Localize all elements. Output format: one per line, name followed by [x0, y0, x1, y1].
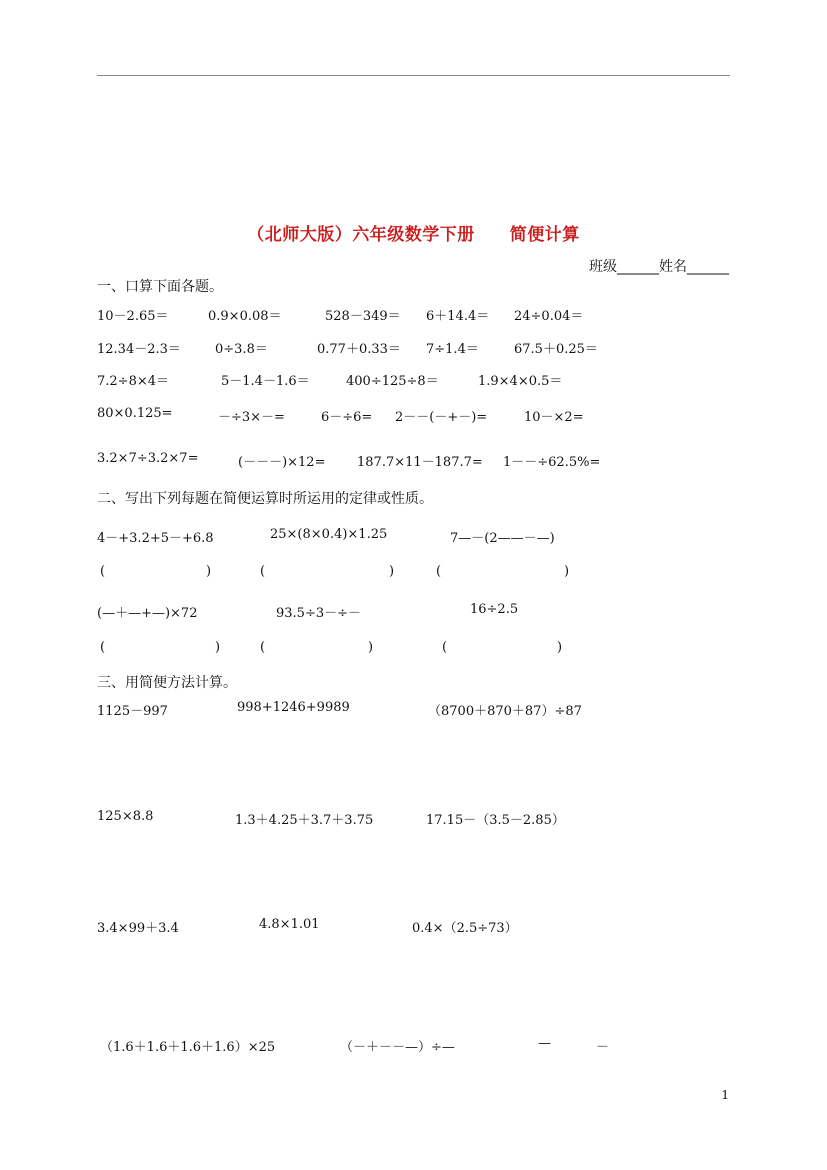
s3-problem: — — [538, 1036, 551, 1051]
s3-problem: 3.4×99＋3.4 — [97, 921, 179, 936]
s1-item: 10－×2= — [524, 410, 584, 425]
s1-item: 0÷3.8＝ — [215, 342, 268, 357]
s1-item: 528－349＝ — [325, 309, 401, 324]
section3-heading: 三、用简便方法计算。 — [97, 675, 237, 691]
section2-heading: 二、写出下列每题在简便运算时所运用的定律或性质。 — [97, 491, 433, 507]
answer-paren-open: ( — [100, 640, 106, 655]
answer-paren-close: ) — [557, 640, 563, 655]
s1-item: 1－－÷62.5%= — [503, 455, 601, 470]
page-number: 1 — [721, 1088, 729, 1102]
s1-item: －÷3×－= — [218, 410, 285, 425]
s1-item: 2－－(－+－)= — [395, 410, 488, 425]
answer-paren-open: ( — [260, 640, 266, 655]
s3-problem: 1.3＋4.25＋3.7＋3.75 — [235, 813, 374, 828]
header-rule — [97, 75, 730, 76]
answer-paren-open: ( — [260, 564, 266, 579]
s1-item: 7÷1.4＝ — [426, 342, 479, 357]
s3-problem: 17.15－（3.5－2.85） — [426, 813, 565, 828]
s1-item: 0.9×0.08＝ — [208, 309, 282, 324]
section1-heading: 一、口算下面各题。 — [97, 279, 223, 295]
s1-item: 6－÷6= — [321, 410, 373, 425]
s3-problem: （1.6＋1.6＋1.6＋1.6）×25 — [100, 1040, 276, 1055]
s1-item: 1.9×4×0.5＝ — [478, 374, 563, 389]
s2-expression: (—＋—+—)×72 — [97, 606, 198, 621]
answer-paren-open: ( — [442, 640, 448, 655]
s3-problem: － — [596, 1040, 610, 1055]
answer-paren-open: ( — [436, 564, 442, 579]
s1-item: (－－－)×12= — [238, 455, 326, 470]
s1-item: 5－1.4－1.6＝ — [221, 374, 310, 389]
s2-expression: 93.5÷3－÷－ — [276, 606, 362, 621]
s3-problem: 0.4×（2.5÷73） — [412, 921, 518, 936]
answer-paren-open: ( — [100, 564, 106, 579]
s2-expression: 16÷2.5 — [470, 602, 519, 617]
s3-problem: 1125－997 — [97, 704, 168, 719]
s2-expression: 7—－(2——－—) — [450, 531, 555, 546]
s1-item: 10－2.65＝ — [97, 309, 169, 324]
s1-item: 7.2÷8×4＝ — [97, 374, 170, 389]
s3-problem: （－＋－－—）÷— — [340, 1040, 455, 1055]
s3-problem: （8700＋870＋87）÷87 — [428, 704, 582, 719]
s1-item: 6＋14.4＝ — [426, 309, 490, 324]
s2-expression: 4－+3.2+5－+6.8 — [97, 531, 214, 546]
answer-paren-close: ) — [215, 640, 221, 655]
s1-item: 67.5＋0.25＝ — [514, 342, 598, 357]
answer-paren-close: ) — [389, 564, 395, 579]
s1-item: 400÷125÷8＝ — [346, 374, 439, 389]
s2-expression: 25×(8×0.4)×1.25 — [270, 527, 388, 542]
s1-item: 3.2×7÷3.2×7= — [97, 451, 199, 466]
s1-item: 0.77＋0.33＝ — [317, 342, 401, 357]
s1-item: 12.34－2.3＝ — [97, 342, 181, 357]
class-name-line: 班级______姓名______ — [589, 259, 729, 275]
s1-item: 24÷0.04＝ — [514, 309, 584, 324]
s3-problem: 998+1246+9989 — [237, 700, 350, 715]
answer-paren-close: ) — [206, 564, 212, 579]
s1-item: 80×0.125= — [97, 406, 173, 421]
s3-problem: 4.8×1.01 — [259, 917, 320, 932]
page-title: （北师大版）六年级数学下册 简便计算 — [247, 225, 580, 245]
s1-item: 187.7×11－187.7= — [357, 455, 483, 470]
s3-problem: 125×8.8 — [97, 809, 154, 824]
answer-paren-close: ) — [564, 564, 570, 579]
answer-paren-close: ) — [368, 640, 374, 655]
